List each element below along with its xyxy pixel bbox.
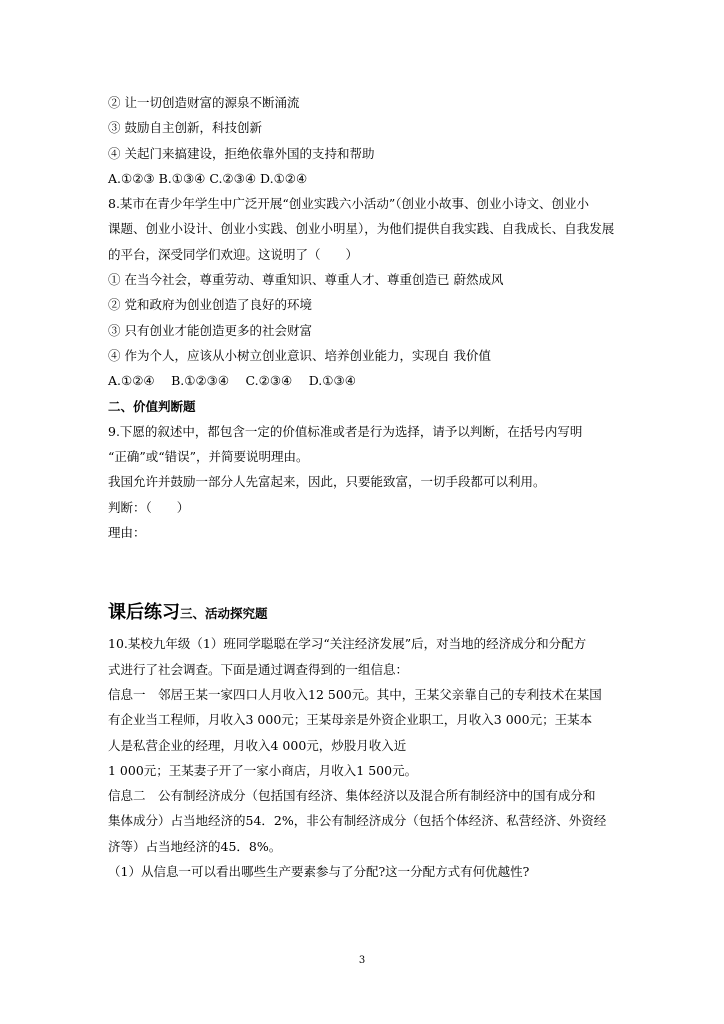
q9-stem-line-1: 9.下愿的叙述中，都包含一定的价值标准或者是行为选择，请予以判断，在括号内写明 (108, 423, 583, 439)
q8-choices: A.①②④ B.①②③④ C.②③④ D.①③④ (108, 373, 356, 389)
q7-option-3: ③ 鼓励自主创新，科技创新 (108, 120, 262, 136)
q8-stem-line-1: 8.某市在青少年学生中广泛开展“创业实践六小活动”（创业小故事、创业小诗文、创业小 (108, 196, 589, 212)
q10-info1-line-1: 信息一 邻居王某一家四口人月收入12 500元。其中，王某父亲靠自己的专利技术在某国 (108, 686, 602, 702)
q9-statement: 我国允许并鼓励一部分人先富起来，因此，只要能致富，一切手段都可以利用。 (108, 474, 546, 490)
q10-info2-line-1: 信息二 公有制经济成分（包括国有经济、集体经济以及混合所有制经济中的国有成分和 (108, 788, 596, 804)
q8-option-3: ③ 只有创业才能创造更多的社会财富 (108, 322, 312, 338)
q7-choices: A.①②③ B.①③④ C.②③④ D.①②④ (108, 170, 308, 186)
q7-option-4: ④ 关起门来搞建设，拒绝依靠外国的支持和帮助 (108, 145, 375, 161)
section-gap (108, 545, 624, 595)
q10-line-1: 10.某校九年级（1）班同学聪聪在学习“关注经济发展”后，对当地的经济成分和分配方 (108, 636, 587, 652)
q10-info1-line-4: 1 000元；王某妻子开了一家小商店，月收入1 500元。 (108, 762, 418, 778)
section-3-heading: 三、活动探究题 (180, 606, 268, 622)
q10-info2-line-2: 集体成分）占当地经济的54．2%，非公有制经济成分（包括个体经济、私营经济、外资经 (108, 813, 607, 829)
q10-info1-line-3: 人是私营企业的经理，月收入4 000元，炒股月收入近 (108, 737, 407, 753)
q10-info1-line-2: 有企业当工程师，月收入3 000元；王某母亲是外资企业职工，月收入3 000元；王某本 (108, 712, 593, 728)
q10-subquestion-1: （1）从信息一可以看出哪些生产要素参与了分配?这一分配方式有何优越性? (108, 864, 530, 880)
q8-option-1: ① 在当今社会，尊重劳动、尊重知识、尊重人才、尊重创造已 蔚然成风 (108, 272, 504, 288)
q9-stem-line-2: “正确”或“错误”，并简要说明理由。 (108, 449, 309, 465)
page-number: 3 (358, 955, 366, 966)
q10-info2-line-3: 济等）占当地经济的45．8%。 (108, 838, 282, 854)
q7-option-2: ② 让一切创造财富的源泉不断涌流 (108, 95, 300, 110)
q8-stem-line-3: 的平台，深受同学们欢迎。这说明了（ ） (108, 246, 359, 262)
q10-line-2: 式进行了社会调查。下面是通过调查得到的一组信息： (108, 661, 409, 677)
homework-heading: 课后练习 (108, 602, 180, 624)
page-content (108, 90, 624, 884)
q8-option-2: ② 党和政府为创业创造了良好的环境 (108, 297, 312, 313)
q8-option-4: ④ 作为个人，应该从小树立创业意识、培养创业能力，实现自 我价值 (108, 347, 491, 363)
q8-stem-line-2: 课题、创业小设计、创业小实践、创业小明星），为他们提供自我实践、自我成长、自我发展 (108, 221, 615, 237)
section-2-heading: 二、价值判断题 (108, 398, 196, 414)
q9-judgment: 判断：（ ） (108, 499, 190, 515)
homework-heading-row (108, 595, 624, 631)
q9-reason: 理由： (108, 525, 146, 541)
